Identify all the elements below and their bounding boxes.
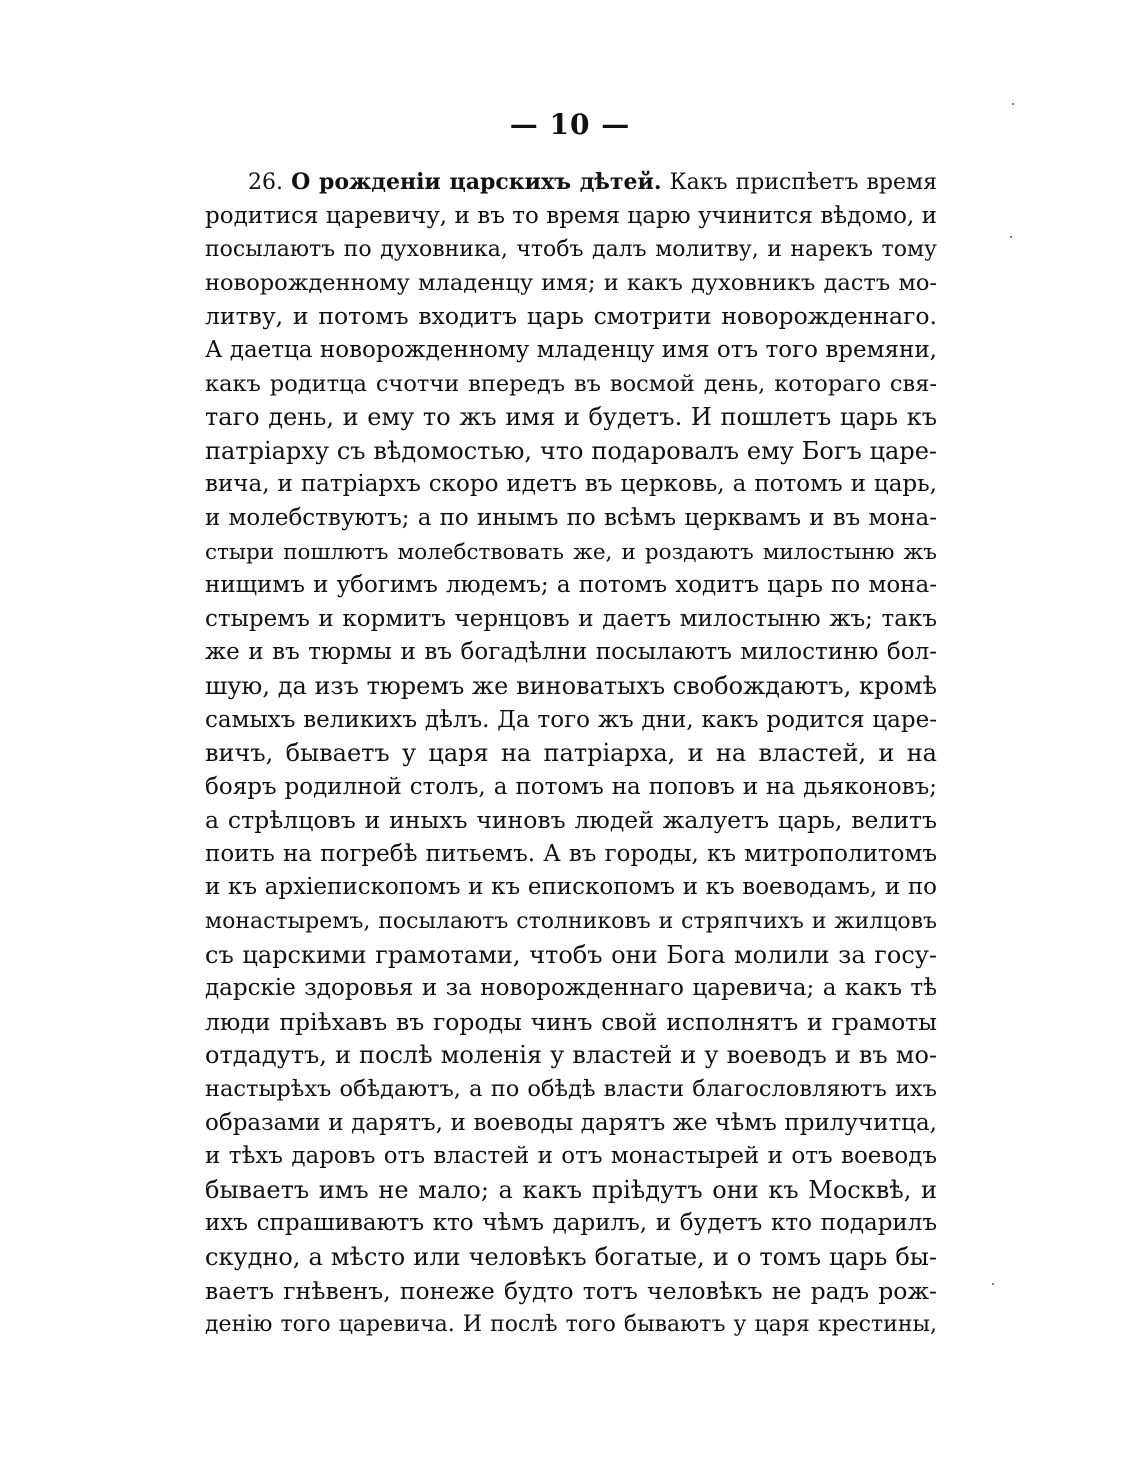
text-line: отдадутъ, и послѣ моленія у властей и у воеводъ и въ мо- — [205, 1041, 937, 1070]
text-line: шую, да изъ тюремъ же виноватыхъ свобождаютъ, кромѣ — [205, 671, 937, 700]
text-line: бояръ родилной столъ, а потомъ на поповъ и на дьяконовъ; — [205, 773, 937, 800]
text-line: вичъ, бываетъ у царя на патріарха, и на властей, и на — [205, 739, 937, 768]
scan-speck — [1012, 103, 1014, 105]
text-line: и тѣхъ даровъ отъ властей и отъ монастырей и отъ воеводъ — [205, 1143, 937, 1170]
text-line: стыри пошлютъ молебствовать же, и роздаютъ милостыню жъ — [205, 539, 937, 565]
text-line: самыхъ великихъ дѣлъ. Да того жъ дни, какъ родится царе- — [205, 706, 937, 733]
text-line: стыремъ и кормитъ чернцовъ и даетъ милостыню жъ; такъ — [205, 605, 937, 632]
text-line: поить на погребѣ питьемъ. А въ городы, къ митрополитомъ — [205, 840, 937, 867]
text-line: и къ архіепископомъ и къ епископомъ и къ воеводамъ, и по — [205, 874, 937, 901]
section-title: О рожденіи царскихъ дѣтей. — [291, 169, 662, 195]
text-line: посылаютъ по духовника, чтобъ далъ молитву, и нарекъ тому — [205, 237, 937, 263]
scan-speck — [1010, 236, 1012, 238]
text-line: нищимъ и убогимъ людемъ; а потомъ ходитъ царь по мона- — [205, 572, 937, 599]
body-text — [205, 166, 937, 1342]
text-line: люди пріѣхавъ въ городы чинъ свой исполнятъ и грамоты — [205, 1007, 937, 1036]
first-line-text: Какъ приспѣетъ время — [669, 170, 937, 195]
text-line: денію того царевича. И послѣ того бываютъ у царя крестины, — [205, 1312, 937, 1338]
text-line: родитися царевичу, и въ то время царю учинится вѣдомо, и — [205, 202, 937, 229]
text-line: бываетъ имъ не мало; а какъ пріѣдутъ они къ Москвѣ, и — [205, 1175, 937, 1204]
text-line: съ царскими грамотами, чтобъ они Бога молили за госу- — [205, 940, 937, 969]
text-line: а стрѣлцовъ и иныхъ чиновъ людей жалуетъ царь, велитъ — [205, 806, 937, 835]
text-line: же и въ тюрмы и въ богадѣлни посылаютъ милостиню бол- — [205, 639, 937, 666]
page-number: — 10 — — [509, 108, 631, 141]
section-number: 26. — [248, 170, 283, 195]
text-line: А даетца новорожденному младенцу имя отъ того времяни, — [205, 336, 937, 363]
paragraph-first-line — [205, 166, 937, 200]
text-line: вича, и патріархъ скоро идетъ въ церковь, а потомъ и царь, — [205, 471, 937, 498]
text-line: и молебствуютъ; а по инымъ по всѣмъ церквамъ и въ мона- — [205, 504, 937, 531]
text-line: новорожденному младенцу имя; и какъ духовникъ дастъ мо- — [205, 269, 937, 296]
text-line: литву, и потомъ входитъ царь смотрити новорожденнаго. — [205, 302, 937, 331]
text-line: монастыремъ, посылаютъ столниковъ и стряпчихъ и жилцовъ — [205, 909, 937, 935]
text-line: ихъ спрашиваютъ кто чѣмъ дарилъ, и будетъ кто подарилъ — [205, 1210, 937, 1237]
text-line: какъ родитца счотчи впередъ въ восмой день, котораго свя- — [205, 370, 937, 397]
text-line: скудно, а мѣсто или человѣкъ богатые, и о томъ царь бы- — [205, 1243, 937, 1271]
text-line: ваетъ гнѣвенъ, понеже будто тотъ человѣкъ не радъ рож- — [205, 1276, 937, 1305]
text-line: образами и дарятъ, и воеводы дарятъ же чѣмъ прилучитца, — [205, 1109, 937, 1136]
text-line: патріарху съ вѣдомостью, что подаровалъ ему Богъ царе- — [205, 436, 937, 465]
scan-speck — [992, 1283, 994, 1285]
text-line: таго день, и ему то жъ имя и будетъ. И пошлетъ царь къ — [205, 403, 937, 432]
text-line: дарскіе здоровья и за новорожденнаго царевича; а какъ тѣ — [205, 975, 937, 1002]
text-line: настырѣхъ обѣдаютъ, а по обѣдѣ власти благословляютъ ихъ — [205, 1076, 937, 1103]
